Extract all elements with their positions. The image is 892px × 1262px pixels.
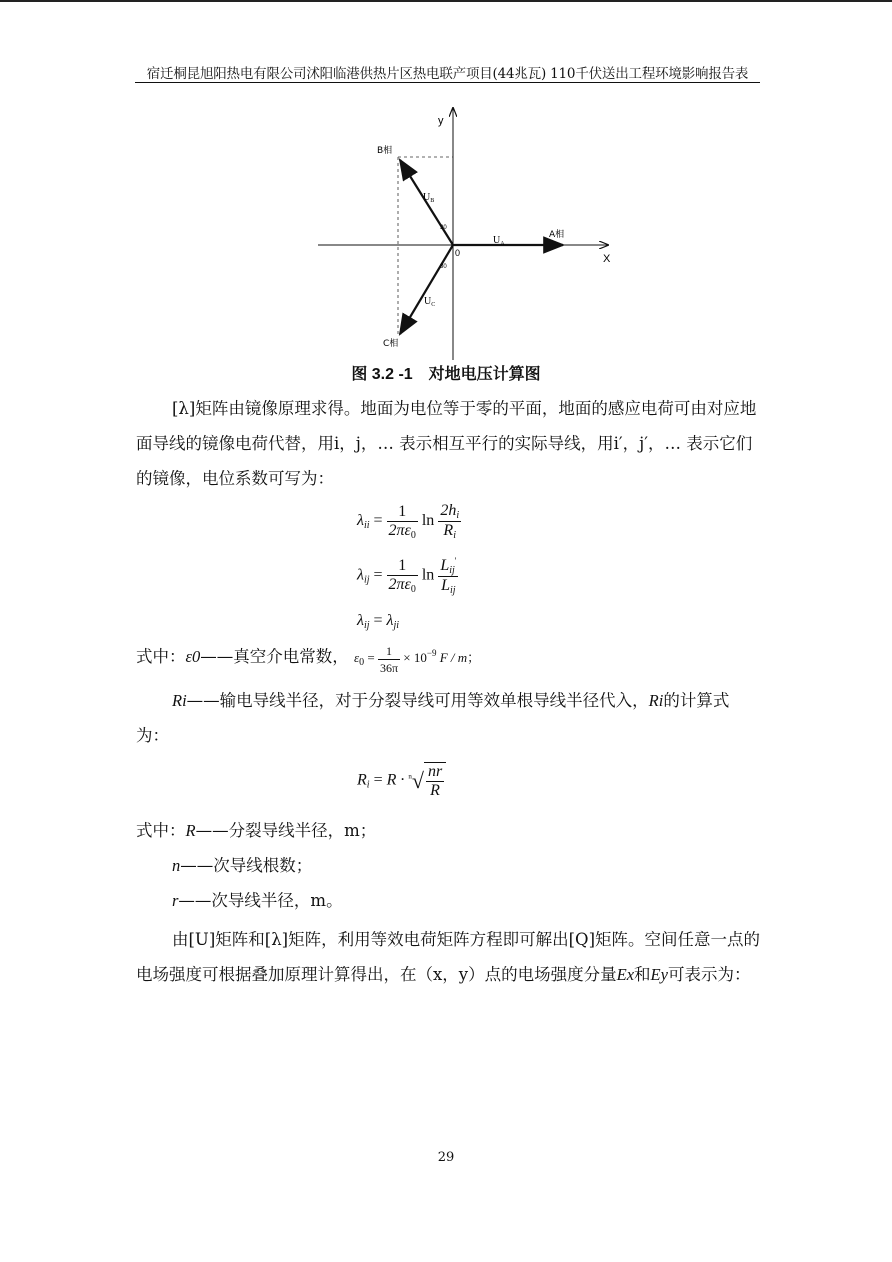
- page-number: 29: [437, 1150, 455, 1165]
- voltage-vector-diagram: [0, 0, 892, 380]
- paragraph-field-strength: 由[U]矩阵和[λ]矩阵，利用等效电荷矩阵方程即可解出[Q]矩阵。空间任意一点的电场强度可根据叠加原理计算得出，在（x，y）点的电场强度分量Ex和Ey可表示为：: [136, 930, 761, 984]
- angle-lower-label: 30: [440, 264, 447, 270]
- n-definition-line: n——次导线根数；: [172, 856, 313, 875]
- b-phase-label: B相: [377, 146, 393, 156]
- y-axis-label: y: [438, 115, 444, 127]
- a-phase-label: A相: [549, 230, 565, 240]
- origin-label: 0: [455, 248, 461, 258]
- x-axis-label: X: [603, 253, 611, 265]
- epsilon-definition-line: 式中：ε0——真空介电常数， $\varepsilon_0$ = $\frac{1}{36\pi}$ × $10^{-9}$ F / m；: [136, 643, 481, 675]
- equation-lambda-ij: $\lambda_{ij}$ = $\frac{1}{2\pi\varepsilon_0}$ ln $\frac{L_{ij}'}{L_{ij}}$: [357, 556, 457, 596]
- small-r-definition-line: r——次导线半径，m。: [172, 891, 343, 910]
- figure-caption: 图 3.2 -1 对地电压计算图: [351, 366, 541, 383]
- vector-uc: [400, 245, 453, 334]
- ub-label: $U_B$: [423, 192, 435, 204]
- angle-upper-label: 30: [440, 225, 447, 231]
- paragraph-image-method: [λ]矩阵由镜像原理求得。地面为电位等于零的平面，地面的感应电荷可由对应地面导线的镜像电荷代替，用i，j，… 表示相互平行的实际导线，用i′，j′，… 表示它们的镜像，电位系数可写为：: [136, 399, 757, 488]
- equation-lambda-symmetry: $\lambda_{ij} = \lambda_{ji}$: [357, 612, 400, 631]
- equation-lambda-ii: $\lambda_{ii}$ = $\frac{1}{2\pi\varepsilon_0}$ ln $\frac{2h_i}{R_i}$: [357, 502, 460, 541]
- c-phase-label: C相: [383, 339, 399, 349]
- equation-epsilon0: $\varepsilon_0$ = $\frac{1}{36\pi}$ × $10^{-9}$ F / m；: [354, 643, 481, 675]
- page-header: 宿迁桐昆旭阳热电有限公司沭阳临港供热片区热电联产项目(44兆瓦) 110千伏送出工程环境影响报告表: [146, 66, 749, 82]
- ua-label: $U_A$: [493, 235, 505, 247]
- uc-label: $U_C$: [424, 296, 436, 308]
- ri-definition-paragraph: Ri——输电导线半径，对于分裂导线可用等效单根导线半径代入，Ri的计算式为：: [136, 691, 730, 745]
- r-definition-line: 式中：R——分裂导线半径，m；: [136, 821, 377, 840]
- equation-ri: $R_i = R \cdot ^n√$ $\frac{nr}{R}$: [357, 762, 446, 800]
